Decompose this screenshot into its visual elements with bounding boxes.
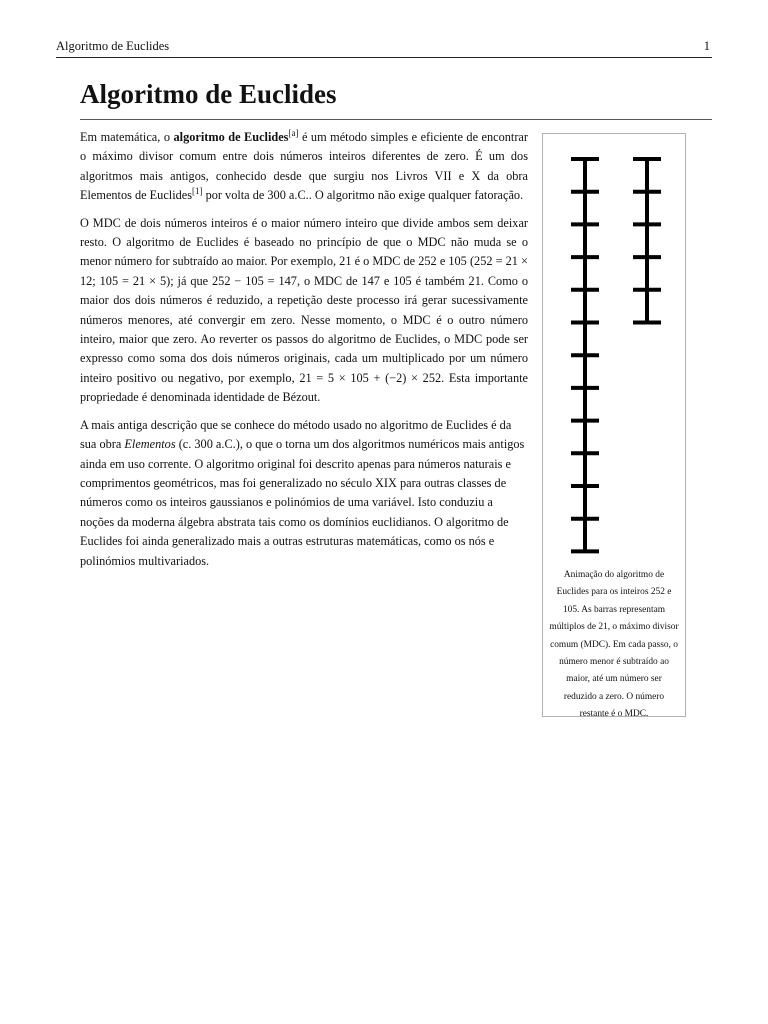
intro-bold-term: algoritmo de Euclides [173, 130, 289, 144]
footnote-ref-a[interactable]: [a] [288, 127, 299, 138]
reference-1[interactable]: [1] [192, 186, 203, 197]
history-italic-title: Elementos [124, 437, 176, 452]
bar-252 [571, 159, 599, 551]
figure-euclid-animation [542, 133, 686, 720]
running-header [56, 37, 712, 58]
intro-text-1: Em matemática, o [80, 130, 174, 144]
intro-text-2: é um método simples e eficiente de encontrar o máximo divisor comum entre dois números inteiros diferentes de zero. É um dos algoritmos mais antigos, conhecido desde que surgiu nos Livros VII e X da obra Elementos de Euclides [80, 130, 528, 203]
history-text-1: A mais antiga descrição que se conhece do método usado no algoritmo de Euclides é da sua obra [80, 417, 512, 452]
running-header-title: Algoritmo de Euclides [56, 39, 170, 53]
paragraph-mdc: O MDC de dois números inteiros é o maior número inteiro que divide ambos sem deixar resto. O algoritmo de Euclides é baseado no princípio de que o MDC não muda se o menor número for subtraído ao maior. Por exemplo, 21 é o MDC de 252 e 105 (252 = 21 × 12; 105 = 21 × 5); já que 252 − 105 = 147, o MDC de 147 e 105 é também 21. Como o maior dos dois números é reduzido, a repetição deste processo irá gerar sucessivamente números menores, até convergir em zero. Nesse momento, o MDC é o outro número inteiro, maior que zero. Ao reverter os passos do algoritmo de Euclides, o MDC pode ser expresso como soma dos dois números originais, cada um multiplicado por um número inteiro positivo ou negativo, por exemplo, 21 = 5 × 105 + (−2) × 252. Esta importante propriedade é denominada identidade de Bézout. [80, 215, 528, 405]
page-number: 1 [703, 39, 710, 53]
article-title: Algoritmo de Euclides [80, 74, 712, 120]
intro-text-3: por volta de 300 a.C.. O algoritmo não exige qualquer fatoração. [202, 188, 524, 203]
history-text-2: (c. 300 a.C.), o que o torna um dos algoritmos numéricos mais antigos ainda em uso corrente. O algoritmo original foi descrito apenas para números naturais e comprimentos geométricos, mas foi generalizado no século XIX para outras classes de números como os inteiros gaussianos e polinómios de uma variável. Isto conduziu a noções da moderna álgebra abstrata tais como os domínios euclidianos. O algoritmo de Euclides foi ainda generalizado mais a outras estruturas matemáticas, como os nós e polinómios multivariados. [80, 437, 525, 568]
paragraph-intro [80, 128, 528, 206]
euclid-bars-illustration [543, 134, 685, 564]
bar-105 [633, 159, 661, 323]
article-body [80, 128, 528, 579]
figure-caption: Animação do algoritmo de Euclides para os inteiros 252 e 105. As barras representam múltiplos de 21, o máximo divisor comum (MDC). Em cada passo, o número menor é subtraído ao maior, até um número ser reduzido a zero. O número restante é o MDC. [549, 570, 679, 720]
paragraph-history [80, 416, 528, 571]
